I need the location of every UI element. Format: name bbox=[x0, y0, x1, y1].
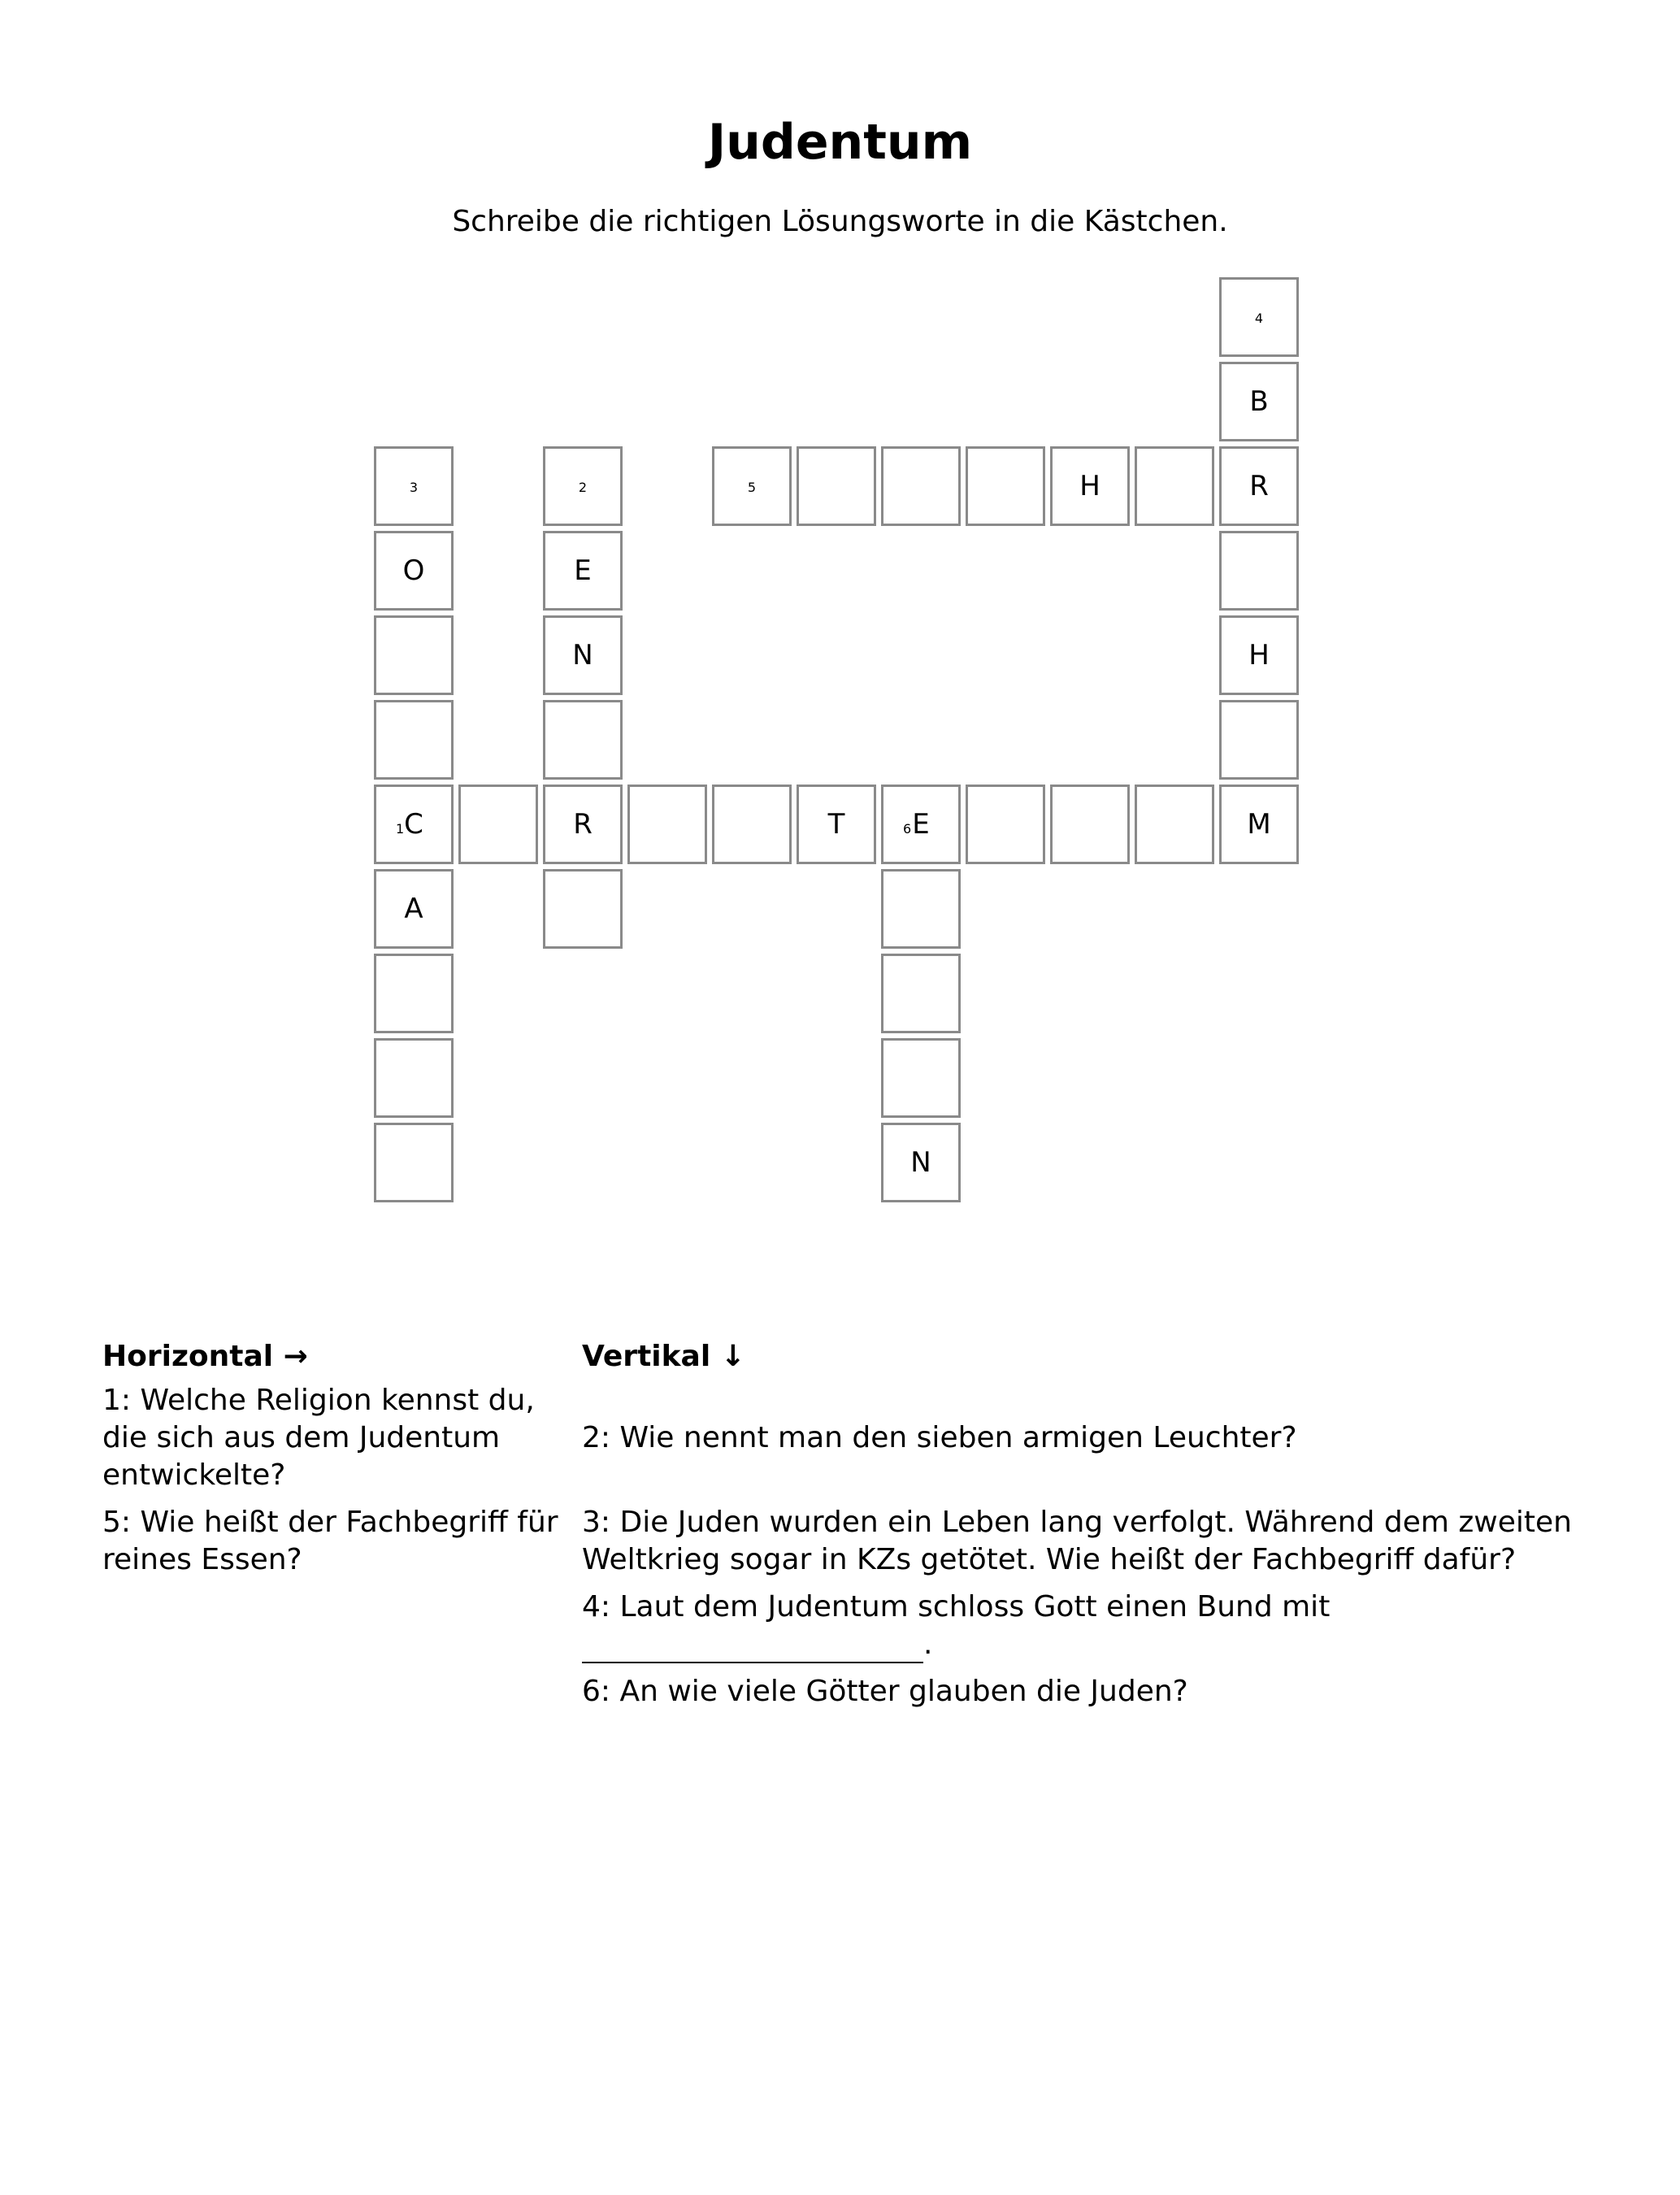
cell-letter: H bbox=[1079, 470, 1100, 502]
crossword-cell[interactable] bbox=[543, 446, 623, 526]
cell-letter: N bbox=[910, 1146, 931, 1179]
cell-letter: R bbox=[573, 808, 593, 841]
cell-letter: H bbox=[1248, 639, 1270, 672]
crossword-cell[interactable] bbox=[797, 446, 876, 526]
crossword-cell[interactable] bbox=[1219, 785, 1299, 864]
clue-number: 3 bbox=[409, 480, 419, 495]
clue-number: 1 bbox=[396, 821, 405, 837]
instructions: Schreibe die richtigen Lösungsworte in die Kästchen. bbox=[452, 205, 1228, 238]
crossword-cell[interactable] bbox=[374, 785, 454, 864]
crossword-cell[interactable] bbox=[543, 531, 623, 611]
crossword-cell[interactable] bbox=[543, 785, 623, 864]
crossword-cell[interactable] bbox=[881, 1038, 961, 1118]
crossword-cell[interactable] bbox=[374, 615, 454, 695]
page-title: Judentum bbox=[707, 114, 973, 171]
crossword-cell[interactable] bbox=[1219, 531, 1299, 611]
crossword-cell[interactable] bbox=[543, 700, 623, 780]
clue-horizontal-5: 5: Wie heißt der Fachbegriff für reines Essen? bbox=[102, 1506, 558, 1576]
crossword-cell[interactable] bbox=[374, 531, 454, 611]
clue-number: 5 bbox=[747, 480, 757, 495]
crossword-cell[interactable] bbox=[881, 1123, 961, 1202]
cell-letter: N bbox=[572, 639, 593, 672]
crossword-cell[interactable] bbox=[966, 785, 1045, 864]
crossword-cell[interactable] bbox=[1219, 277, 1299, 357]
crossword-cell[interactable] bbox=[1219, 446, 1299, 526]
clue-vertical-6: 6: An wie viele Götter glauben die Juden? bbox=[582, 1675, 1188, 1708]
answer-blank-line bbox=[582, 1632, 923, 1663]
crossword-cell[interactable] bbox=[374, 869, 454, 949]
cell-letter: M bbox=[1247, 808, 1271, 841]
cell-letter: B bbox=[1249, 385, 1269, 418]
crossword-cell[interactable] bbox=[374, 1038, 454, 1118]
crossword-cell[interactable] bbox=[966, 446, 1045, 526]
crossword-cell[interactable] bbox=[712, 785, 792, 864]
crossword-cell[interactable] bbox=[881, 446, 961, 526]
clue-vertical-4 bbox=[582, 1589, 1598, 1663]
cell-letter: A bbox=[404, 893, 423, 925]
clue-number: 6 bbox=[903, 821, 912, 837]
clue-vertical-4-period: . bbox=[923, 1628, 933, 1661]
cell-letter: E bbox=[912, 808, 930, 841]
horizontal-heading: Horizontal → bbox=[102, 1340, 308, 1373]
crossword-cell[interactable] bbox=[1219, 362, 1299, 441]
crossword-cell[interactable] bbox=[1219, 615, 1299, 695]
crossword-cell[interactable] bbox=[374, 954, 454, 1033]
crossword-cell[interactable] bbox=[797, 785, 876, 864]
crossword-cell[interactable] bbox=[374, 446, 454, 526]
clue-vertical-2: 2: Wie nennt man den sieben armigen Leuchter? bbox=[582, 1421, 1297, 1454]
crossword-cell[interactable] bbox=[881, 869, 961, 949]
crossword-cell[interactable] bbox=[458, 785, 538, 864]
crossword-cell[interactable] bbox=[1219, 700, 1299, 780]
cell-letter: T bbox=[827, 808, 845, 841]
crossword-cell[interactable] bbox=[543, 615, 623, 695]
crossword-cell[interactable] bbox=[1135, 446, 1214, 526]
clue-vertical-3: 3: Die Juden wurden ein Leben lang verfolgt. Während dem zweiten Weltkrieg sogar in KZs getötet. Wie heißt der Fachbegriff dafür? bbox=[582, 1506, 1572, 1576]
vertical-heading: Vertikal ↓ bbox=[582, 1340, 745, 1373]
cell-letter: R bbox=[1249, 470, 1269, 502]
cell-letter: C bbox=[404, 808, 423, 841]
crossword-cell[interactable] bbox=[881, 785, 961, 864]
cell-letter: O bbox=[402, 554, 425, 587]
clue-vertical-4-text: 4: Laut dem Judentum schloss Gott einen Bund mit bbox=[582, 1590, 1331, 1623]
cell-letter: E bbox=[574, 554, 592, 587]
crossword-cell[interactable] bbox=[627, 785, 707, 864]
clue-number: 4 bbox=[1254, 311, 1264, 326]
crossword-cell[interactable] bbox=[1135, 785, 1214, 864]
clue-number: 2 bbox=[578, 480, 588, 495]
clue-horizontal-1: 1: Welche Religion kennst du, die sich aus dem Judentum entwickelte? bbox=[102, 1384, 535, 1492]
crossword-cell[interactable] bbox=[374, 1123, 454, 1202]
crossword-cell[interactable] bbox=[1050, 785, 1130, 864]
crossword-cell[interactable] bbox=[543, 869, 623, 949]
crossword-cell[interactable] bbox=[374, 700, 454, 780]
crossword-cell[interactable] bbox=[712, 446, 792, 526]
crossword-cell[interactable] bbox=[881, 954, 961, 1033]
crossword-cell[interactable] bbox=[1050, 446, 1130, 526]
